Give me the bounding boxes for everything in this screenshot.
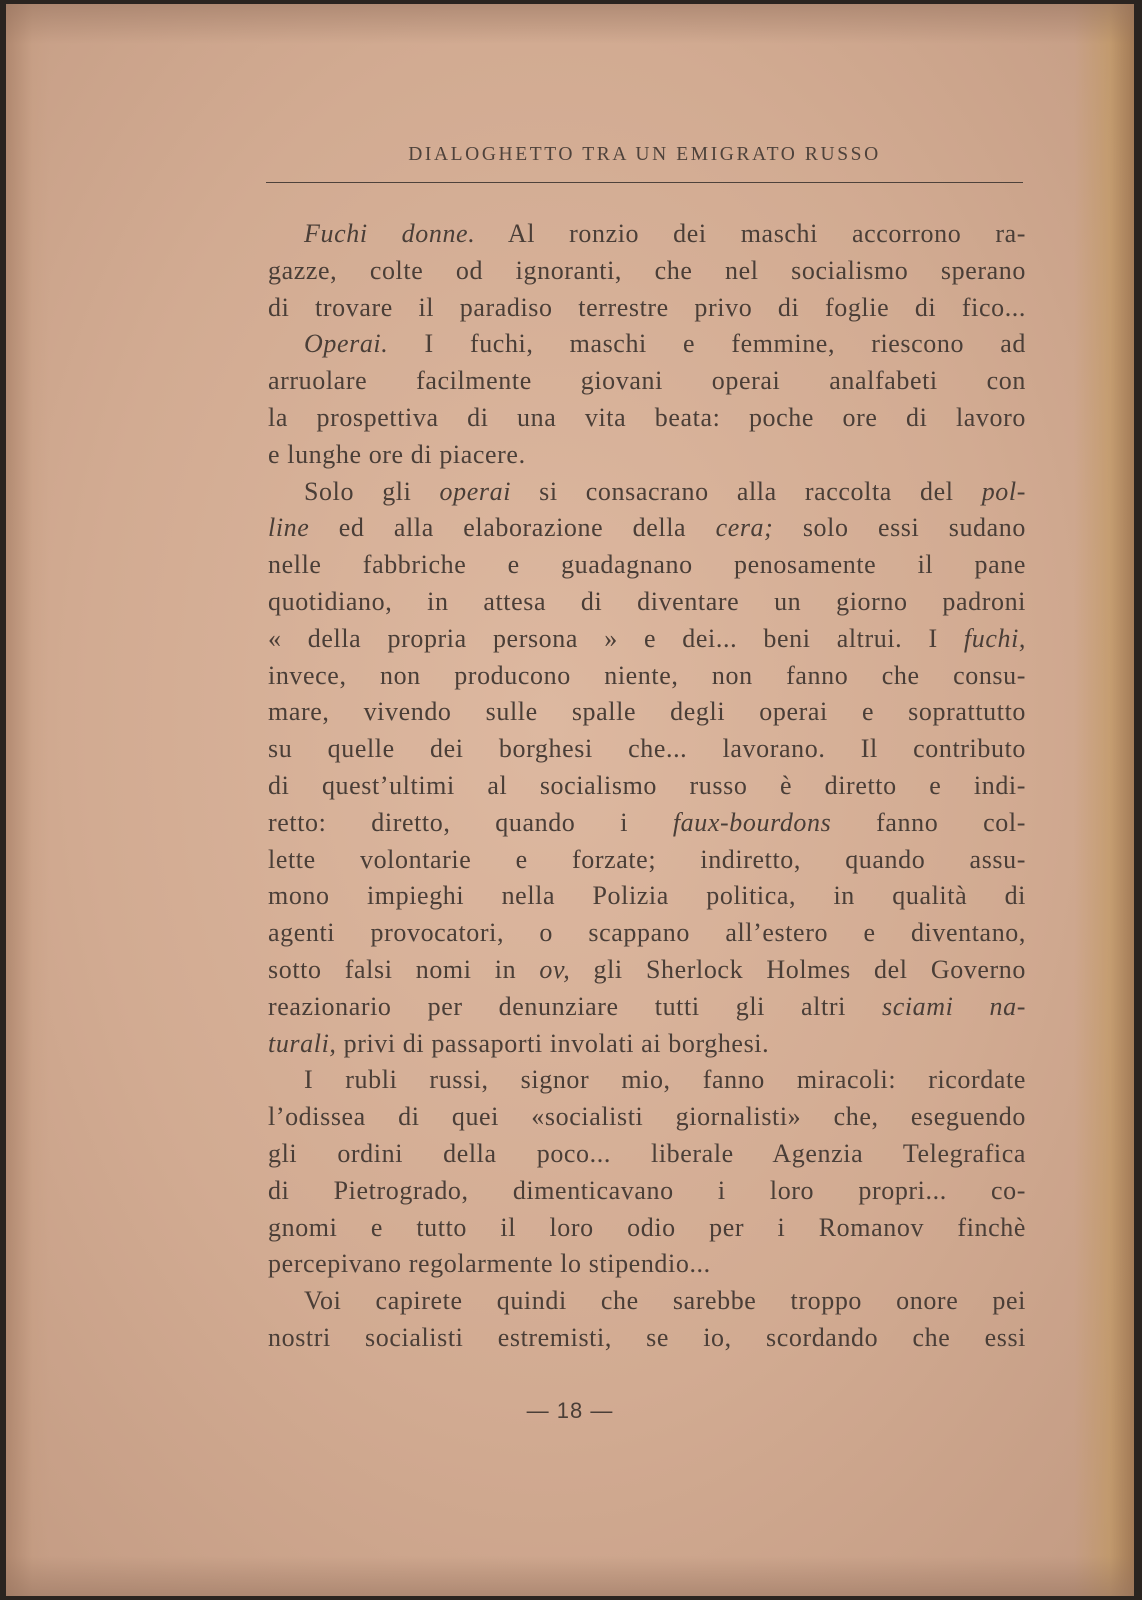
header-rule xyxy=(266,182,1023,183)
italic-run: cera; xyxy=(715,513,774,543)
text-run: ed alla elaborazione della xyxy=(309,513,716,543)
italic-run: line xyxy=(268,513,310,543)
text-run: invece, non producono niente, non fanno che consu- xyxy=(268,660,1026,690)
text-run: gli ordini della poco... liberale Agenzia Telegrafica xyxy=(268,1138,1026,1168)
text-run: di quest’ultimi al socialismo russo è diretto e indi- xyxy=(268,770,1026,800)
text-run: gli Sherlock Holmes del Governo xyxy=(570,954,1026,984)
text-line xyxy=(268,658,1026,695)
text-run: Voi capirete quindi che sarebbe troppo onore pei xyxy=(304,1286,1026,1316)
text-line xyxy=(268,1246,1026,1283)
text-line xyxy=(268,805,1026,842)
text-run: lette volontarie e forzate; indiretto, quando assu- xyxy=(268,844,1026,874)
text-run: gazze, colte od ignoranti, che nel socialismo sperano xyxy=(268,255,1026,285)
text-line xyxy=(268,326,1026,363)
italic-run: ov, xyxy=(539,954,571,984)
text-run: agenti provocatori, o scappano all’estero e diventano, xyxy=(268,918,1026,948)
page-edge-top xyxy=(6,4,1134,44)
text-run: gnomi e tutto il loro odio per i Romanov finchè xyxy=(268,1212,1026,1242)
text-run: mare, vivendo sulle spalle degli operai e soprattutto xyxy=(268,697,1026,727)
text-run: di trovare il paradiso terrestre privo di foglie di fico... xyxy=(268,292,1026,322)
text-line xyxy=(268,768,1026,805)
text-line xyxy=(268,584,1026,621)
text-line xyxy=(268,1320,1026,1357)
text-run: reazionario per denunziare tutti gli altri xyxy=(268,991,882,1021)
text-line xyxy=(268,1210,1026,1247)
text-run: sotto falsi nomi in xyxy=(268,954,540,984)
italic-run: Operai. xyxy=(304,329,389,359)
text-line xyxy=(268,216,1026,253)
text-run: Al ronzio dei maschi accorrono ra- xyxy=(475,219,1026,248)
text-run: fanno col- xyxy=(831,807,1026,837)
text-line xyxy=(268,989,1026,1026)
text-run: e lunghe ore di piacere. xyxy=(268,439,526,469)
text-run: I fuchi, maschi e femmine, riescono ad xyxy=(388,329,1026,359)
body-text xyxy=(268,216,1026,1357)
text-run: nostri socialisti estremisti, se io, scordando che essi xyxy=(268,1322,1026,1352)
text-line xyxy=(268,510,1026,547)
text-line xyxy=(268,474,1026,511)
text-line xyxy=(268,400,1026,437)
text-line xyxy=(268,290,1026,327)
text-line xyxy=(268,253,1026,290)
text-run: la prospettiva di una vita beata: poche ore di lavoro xyxy=(268,402,1026,432)
text-run: su quelle dei borghesi che... lavorano. Il contributo xyxy=(268,734,1026,764)
text-run: mono impieghi nella Polizia politica, in qualità di xyxy=(268,881,1026,911)
text-line xyxy=(268,915,1026,952)
text-line xyxy=(268,437,1026,474)
running-head: DIALOGHETTO TRA UN EMIGRATO RUSSO xyxy=(408,144,881,165)
text-run: percepivano regolarmente lo stipendio... xyxy=(268,1249,711,1279)
text-run: nelle fabbriche e guadagnano penosamente il pane xyxy=(268,550,1026,580)
book-page xyxy=(6,4,1134,1596)
text-run: l’odissea di quei «socialisti giornalisti» che, eseguendo xyxy=(268,1102,1026,1132)
text-line xyxy=(268,952,1026,989)
text-run: « della propria persona » e dei... beni altrui. I xyxy=(268,623,964,653)
page-number: — 18 — xyxy=(526,1398,614,1423)
page-edge-left xyxy=(6,4,50,1596)
text-line xyxy=(268,694,1026,731)
page-edge-right xyxy=(1074,4,1134,1596)
text-line xyxy=(268,878,1026,915)
text-run: retto: diretto, quando i xyxy=(268,807,673,837)
text-run: quotidiano, in attesa di diventare un giorno padroni xyxy=(268,586,1026,616)
text-line xyxy=(268,1026,1026,1063)
text-run: solo essi sudano xyxy=(773,513,1027,543)
italic-run: Fuchi donne. xyxy=(304,219,476,248)
text-line xyxy=(268,731,1026,768)
text-line xyxy=(268,621,1026,658)
text-line xyxy=(268,1062,1026,1099)
text-run: I rubli russi, signor mio, fanno miracoli: ricordate xyxy=(304,1065,1026,1095)
text-line xyxy=(268,1283,1026,1320)
italic-run: operai xyxy=(439,476,512,506)
text-run: si consacrano alla raccolta del xyxy=(511,476,982,506)
text-line xyxy=(268,547,1026,584)
text-line xyxy=(268,363,1026,400)
text-line xyxy=(268,1099,1026,1136)
italic-run: fuchi, xyxy=(963,623,1026,653)
text-run: arruolare facilmente giovani operai analfabeti con xyxy=(268,366,1026,396)
text-run: Solo gli xyxy=(304,476,440,506)
italic-run: sciami na- xyxy=(881,991,1026,1021)
text-line xyxy=(268,1173,1026,1210)
text-run: di Pietrogrado, dimenticavano i loro propri... co- xyxy=(268,1175,1026,1205)
italic-run: turali, xyxy=(268,1028,337,1058)
text-line xyxy=(268,842,1026,879)
page-edge-bottom xyxy=(6,1556,1134,1596)
italic-run: pol- xyxy=(981,476,1026,506)
text-line xyxy=(268,1136,1026,1173)
text-run: privi di passaporti involati ai borghesi. xyxy=(336,1028,770,1058)
italic-run: faux-bourdons xyxy=(672,807,832,837)
